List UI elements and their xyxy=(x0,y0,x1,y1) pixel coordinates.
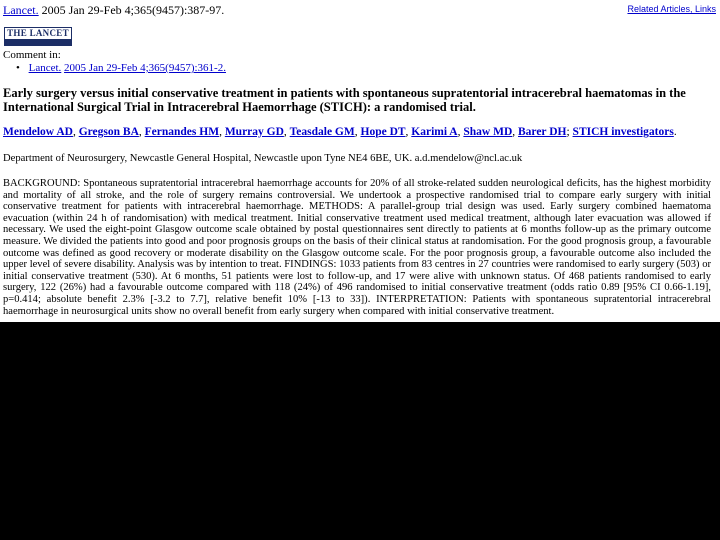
author-link[interactable]: Teasdale GM xyxy=(289,126,355,138)
author-link[interactable]: Shaw MD xyxy=(463,126,513,138)
abstract-text: BACKGROUND: Spontaneous supratentorial intracerebral haemorrhage accounts for 20% of all stroke-related sudden neurological deficits, has the highest morbidity and mortality of all stroke, and the role of surgery remains controversial. We undertook a prospective randomised trial to compare early surgery with initial conservative treatment for patients with intracerebral haemorrhage. METHODS: A parallel-group trial design was used. Early surgery combined haematoma evacuation (within 24 h of randomisation) with medical treatment. Initial conservative treatment used medical treatment, although later evacuation was allowed if necessary. We used the eight-point Glasgow outcome scale obtained by postal questionnaires sent directly to patients at 6 months follow-up as the primary outcome measure. We divided the patients into good and poor prognosis groups on the basis of their clinical status at randomisation. For the good prognosis group, a favourable outcome was defined as good recovery or moderate disability on the Glasgow outcome scale. For the poor prognosis group, a favourable outcome also included the upper level of severe disability. Analysis was by intention to treat. FINDINGS: 1033 patients from 83 centres in 27 countries were randomised to early surgery (503) or initial conservative treatment (530). At 6 months, 51 patients were lost to follow-up, and 17 were alive with unknown status. Of 468 patients randomised to early surgery, 122 (26%) had a favourable outcome compared with 118 (24%) of 496 randomised to initial conservative treatment (odds ratio 0.89 [95% CI 0.66-1.19], p=0.414; absolute benefit 2.3% [-3.2 to 7.7], relative benefit 10% [-13 to 33]). INTERPRETATION: Patients with spontaneous supratentorial intracerebral haemorrhage in neurosurgical units show no overall benefit from early surgery when compared with initial conservative treatment. xyxy=(3,178,711,317)
author-link[interactable]: Barer DH xyxy=(518,126,567,138)
author-link[interactable]: Fernandes HM xyxy=(144,126,220,138)
related-articles-link[interactable]: Related Articles, Links xyxy=(627,4,716,14)
author-group-link[interactable]: STICH investigators xyxy=(572,126,674,138)
author-link[interactable]: Hope DT xyxy=(360,126,406,138)
logo-bar xyxy=(5,39,71,45)
article-title: Early surgery versus initial conservative treatment in patients with spontaneous supratentorial intracerebral haematomas in the International Surgical Trial in Intracerebral Haemorrhage (STICH): a randomised trial. xyxy=(3,86,686,114)
logo-wordmark: THE LANCET xyxy=(7,28,69,38)
comment-citation-link[interactable]: 2005 Jan 29-Feb 4;365(9457):361-2. xyxy=(64,62,226,74)
journal-link[interactable]: Lancet. xyxy=(3,3,39,17)
comment-in-label: Comment in: xyxy=(3,49,61,61)
comment-item xyxy=(16,62,226,74)
citation-text: 2005 Jan 29-Feb 4;365(9457):387-97. xyxy=(41,3,225,17)
lancet-logo[interactable] xyxy=(4,27,72,46)
citation-line xyxy=(3,3,224,18)
affiliation: Department of Neurosurgery, Newcastle General Hospital, Newcastle upon Tyne NE4 6BE, UK. a.d.mendelow@ncl.ac.uk xyxy=(3,153,523,164)
author-link[interactable]: Karimi A xyxy=(411,126,458,138)
author-link[interactable]: Mendelow AD xyxy=(3,126,73,138)
comment-journal-link[interactable]: Lancet. xyxy=(28,62,62,74)
author-link[interactable]: Gregson BA xyxy=(78,126,139,138)
author-list: Mendelow AD, Gregson BA, Fernandes HM, Murray GD, Teasdale GM, Hope DT, Karimi A, Shaw MD, Barer DH; STICH investigators. xyxy=(3,126,677,138)
bullet-icon: • xyxy=(16,62,20,74)
author-link[interactable]: Murray GD xyxy=(224,126,284,138)
